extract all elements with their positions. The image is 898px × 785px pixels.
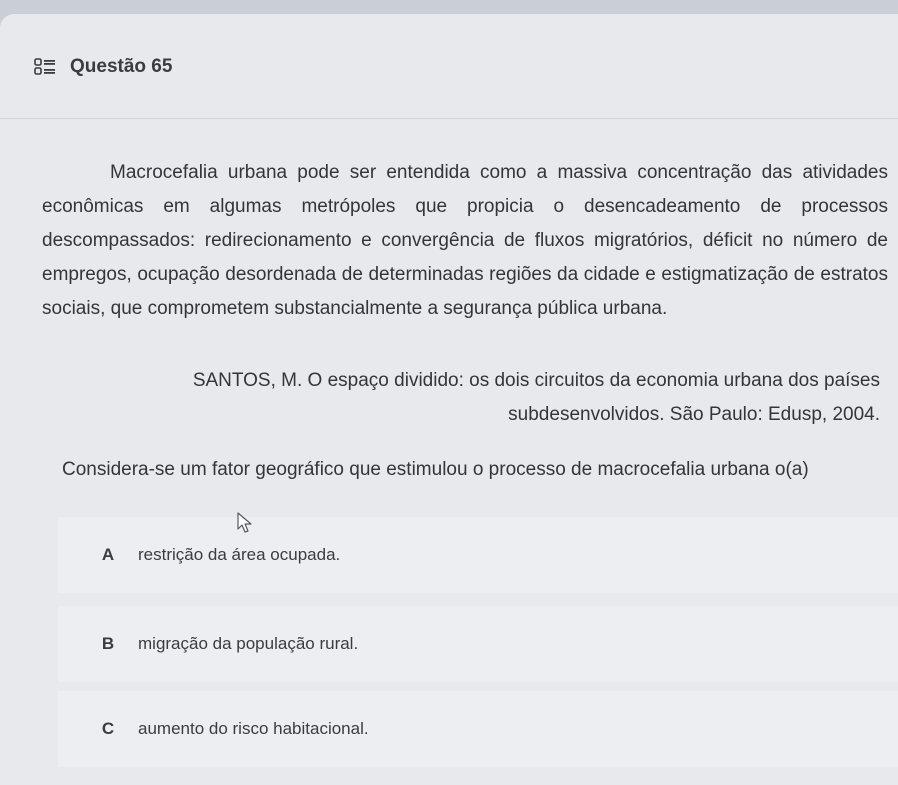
option-text: restrição da área ocupada. (138, 545, 341, 564)
option-b[interactable] (58, 606, 898, 682)
option-letter: C (101, 719, 115, 738)
option-letter: A (101, 545, 115, 564)
question-card (0, 14, 898, 785)
citation (180, 364, 880, 432)
header-divider (0, 118, 898, 119)
citation-line-2: subdesenvolvidos. São Paulo: Edusp, 2004. (508, 404, 880, 425)
mouse-pointer-icon (236, 512, 256, 534)
question-header (34, 56, 172, 78)
list-icon (34, 58, 56, 76)
question-text: Macrocefalia urbana pode ser entendida como a massiva concentração das atividades econômicas em algumas metrópoles que propicia o desencadeamento de processos descompassados: redirecionamento e convergência de fluxos migratórios, déficit no número de empregos, ocupação desordenada de determinadas regiões da cidade e estigmatização de estratos sociais, que comprometem substancialmente a segurança pública urbana. (42, 162, 888, 319)
option-text: migração da população rural. (138, 634, 359, 653)
citation-line-1: SANTOS, M. O espaço dividido: os dois circuitos da economia urbana dos países (192, 370, 880, 391)
option-c[interactable] (58, 691, 898, 767)
option-a[interactable] (58, 517, 898, 593)
option-letter: B (101, 634, 115, 653)
question-prompt: Considera-se um fator geográfico que estimulou o processo de macrocefalia urbana o(a) (62, 459, 809, 480)
question-title: Questão 65 (70, 56, 173, 77)
option-text: aumento do risco habitacional. (138, 719, 369, 738)
